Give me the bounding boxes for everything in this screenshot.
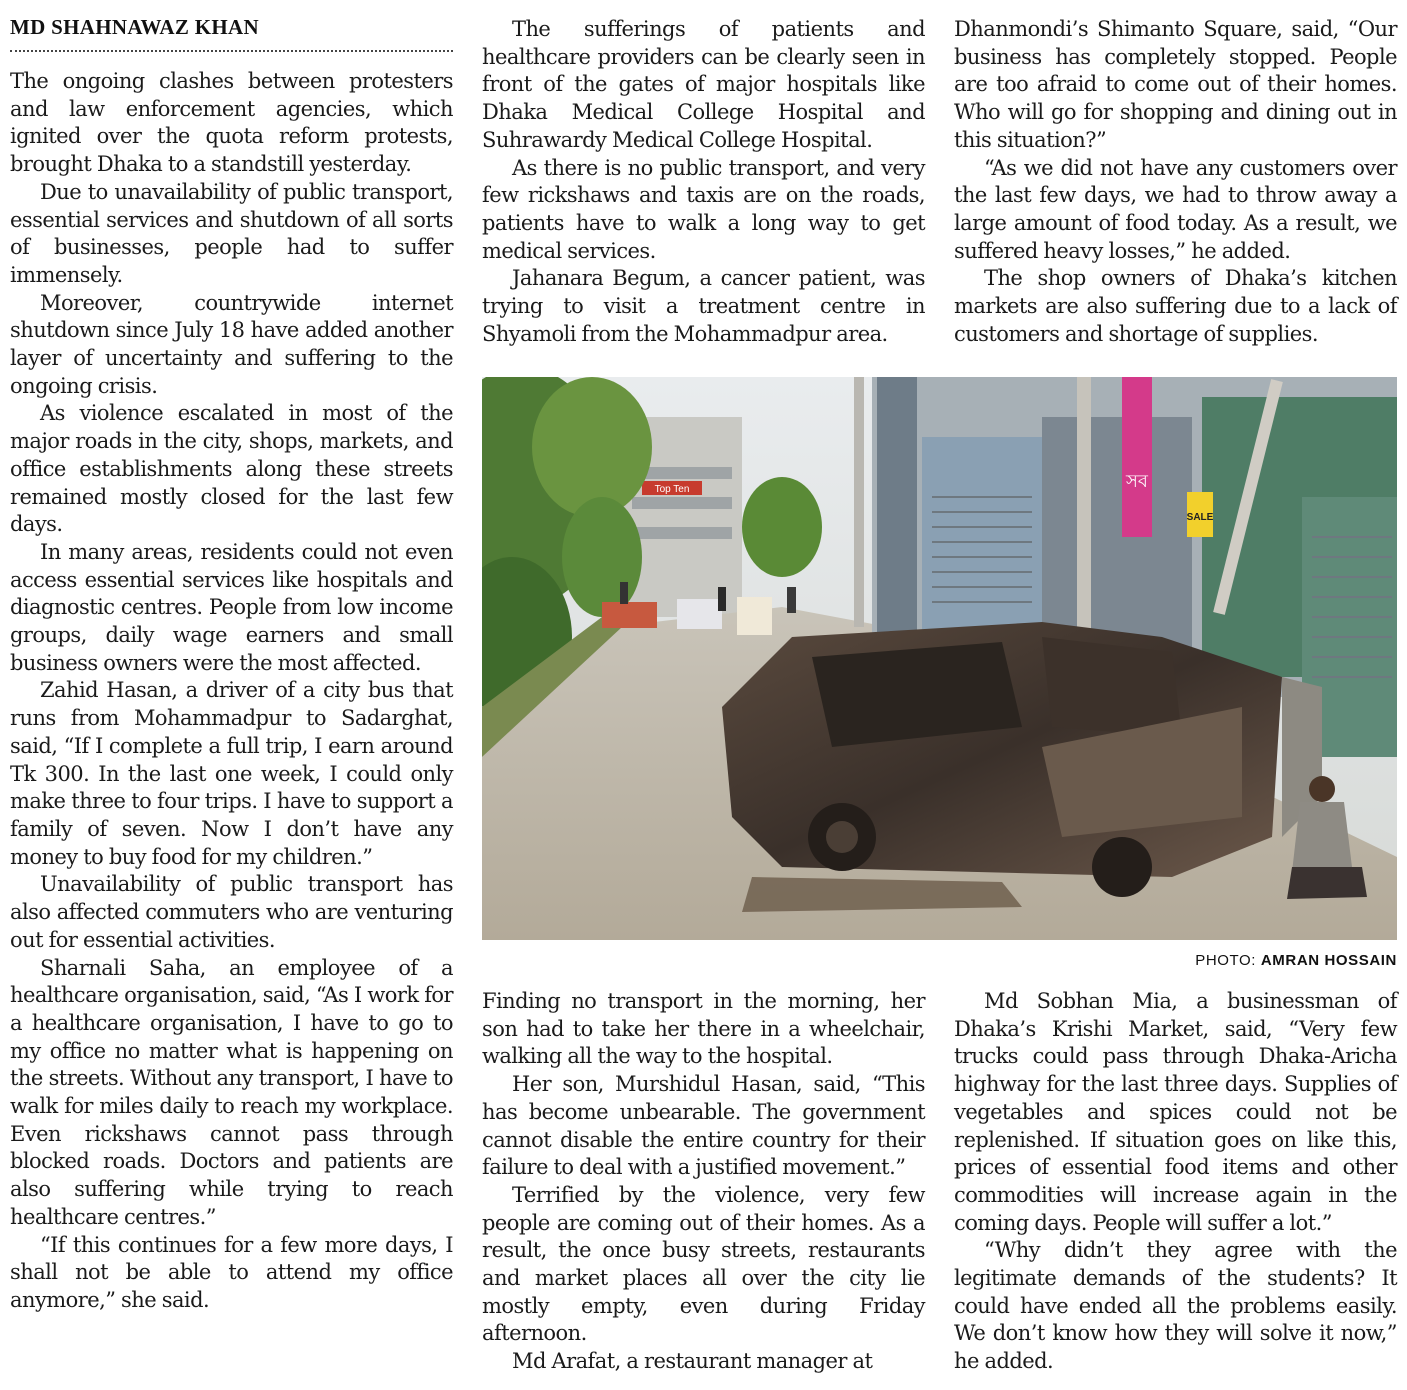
news-photo-burnt-vehicle bbox=[482, 377, 1397, 940]
paragraph: Jahanara Begum, a cancer patient, was trying to visit a treatment centre in Shyamoli from the Mohammadpur area. bbox=[482, 266, 925, 346]
article-column-3-top bbox=[954, 16, 1397, 348]
paragraph: Moreover, countrywide internet shutdown since July 18 have added another layer of uncertainty and suffering to the ongoing crisis. bbox=[10, 290, 453, 398]
bangla-sign-text: সব bbox=[1126, 471, 1148, 492]
byline-divider bbox=[10, 50, 453, 52]
paragraph: The ongoing clashes between protesters and law enforcement agencies, which ignited over the quota reform protests, brought Dhaka to a standstill yesterday. bbox=[10, 69, 453, 177]
paragraph: Due to unavailability of public transport, essential services and shutdown of all sorts of businesses, people had to suffer immensely. bbox=[10, 179, 453, 287]
byline: MD SHAHNAWAZ KHAN bbox=[10, 15, 259, 39]
paragraph: As there is no public transport, and very few rickshaws and taxis are on the roads, patients have to walk a long way to get medical services. bbox=[482, 155, 925, 263]
article-column-3-bottom bbox=[954, 988, 1397, 1376]
paragraph: Her son, Murshidul Hasan, said, “This has become unbearable. The government cannot disable the entire country for their failure to deal with a justified movement.” bbox=[482, 1072, 925, 1180]
paragraph: “If this continues for a few more days, I shall not be able to attend my office anymore,” she said. bbox=[10, 1232, 453, 1312]
paragraph: Md Arafat, a restaurant manager at bbox=[512, 1349, 873, 1374]
photo-credit-label: PHOTO: bbox=[1195, 952, 1257, 969]
paragraph: Dhanmondi’s Shimanto Square, said, “Our business has completely stopped. People are too afraid to come out of their homes. Who will go for shopping and dining out in this situation?” bbox=[954, 17, 1397, 152]
photo-credit bbox=[482, 952, 1397, 969]
paragraph: “Why didn’t they agree with the legitimate demands of the students? It could have ended all the problems easily. We don’t know how they will solve it now,” he added. bbox=[954, 1238, 1397, 1374]
paragraph: As violence escalated in most of the major roads in the city, shops, markets, and office establishments along these streets remained mostly closed for the last few days. bbox=[10, 401, 453, 537]
sale-sign-text: SALE bbox=[1186, 512, 1214, 523]
paragraph: “As we did not have any customers over the last few days, we had to throw away a large amount of food today. As a result, we suffered heavy losses,” he added. bbox=[954, 155, 1397, 263]
paragraph: Md Sobhan Mia, a businessman of Dhaka’s Krishi Market, said, “Very few trucks could pass through Dhaka-Aricha highway for the last three days. Supplies of vegetables and spices could not be replenished. If situation goes on like this, prices of essential food items and other commodities will increase again in the coming days. People will suffer a lot.” bbox=[954, 989, 1397, 1235]
article-column-2-top bbox=[482, 16, 925, 348]
paragraph: Unavailability of public transport has also affected commuters who are venturing out for essential activities. bbox=[10, 872, 453, 952]
paragraph: Zahid Hasan, a driver of a city bus that runs from Mohammadpur to Sadarghat, said, “If I complete a full trip, I earn around Tk 300. In the last one week, I could only make three to four trips. I have to support a family of seven. Now I don’t have any money to buy food for my children.” bbox=[10, 678, 453, 869]
paragraph: Finding no transport in the morning, her son had to take her there in a wheelchair, walking all the way to the hospital. bbox=[482, 989, 925, 1069]
paragraph: The shop owners of Dhaka’s kitchen markets are also suffering due to a lack of customers and shortage of supplies. bbox=[954, 266, 1397, 346]
paragraph: The sufferings of patients and healthcare providers can be clearly seen in front of the gates of major hospitals like Dhaka Medical College Hospital and Suhrawardy Medical College Hospital. bbox=[482, 17, 925, 152]
paragraph: In many areas, residents could not even access essential services like hospitals and diagnostic centres. People from low income groups, daily wage earners and small business owners were the most affected. bbox=[10, 539, 453, 675]
photo-credit-name: AMRAN HOSSAIN bbox=[1260, 952, 1397, 969]
paragraph: Sharnali Saha, an employee of a healthcare organisation, said, “As I work for a healthcare organisation, I have to go to my office no matter what is happening on the streets. Without any transport, I have to walk for miles daily to reach my workplace. Even rickshaws cannot pass through blocked roads. Doctors and patients are also suffering while trying to reach healthcare centres.” bbox=[10, 955, 453, 1229]
article-column-1 bbox=[10, 68, 453, 1315]
paragraph: Terrified by the violence, very few people are coming out of their homes. As a result, the once busy streets, restaurants and market places all over the city lie mostly empty, even during Friday afternoon. bbox=[482, 1182, 925, 1346]
store-sign-text: Top Ten bbox=[654, 484, 690, 495]
article-column-2-bottom bbox=[482, 988, 925, 1376]
photo-illustration bbox=[482, 377, 1397, 940]
